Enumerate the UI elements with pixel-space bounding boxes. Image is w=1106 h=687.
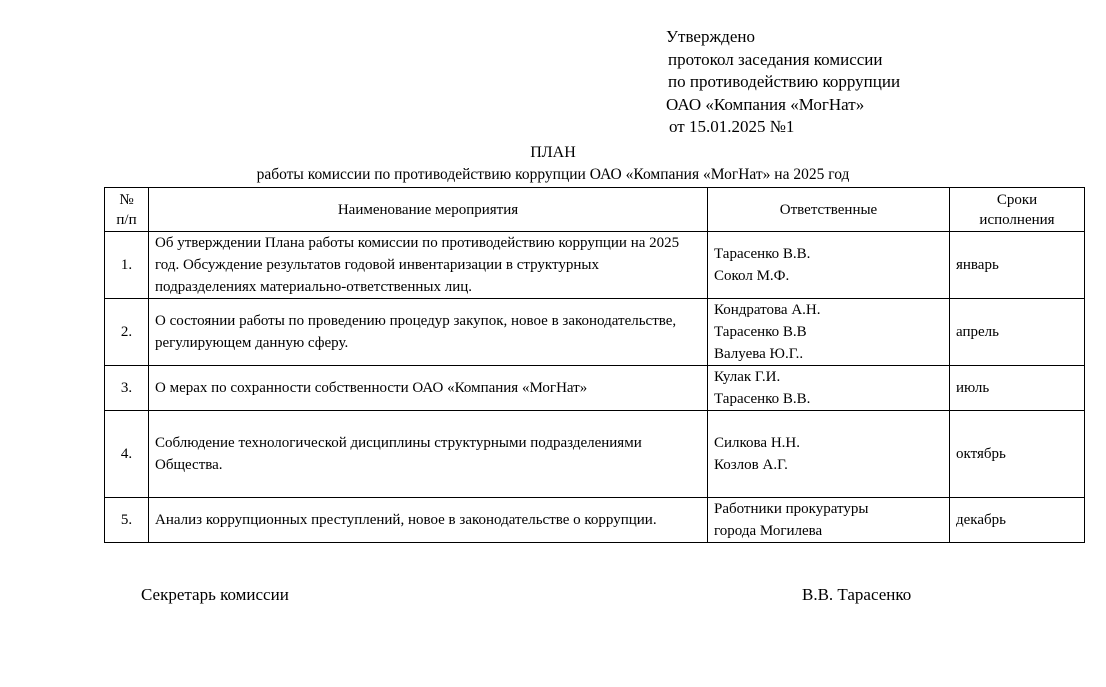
approval-block — [663, 26, 900, 139]
row-event: Об утверждении Плана работы комиссии по противодействию коррупции на 2025 год. Обсуждение результатов годовой инвентаризации в структурных подразделениях материально-ответственных лиц. — [149, 232, 708, 299]
document-title: ПЛАН — [530, 144, 576, 161]
row-deadline: октябрь — [950, 411, 1085, 498]
table-row — [105, 498, 1085, 543]
table-row — [105, 299, 1085, 366]
row-num: 3. — [105, 366, 149, 411]
approval-line: по противодействию коррупции — [668, 72, 901, 91]
row-deadline: январь — [950, 232, 1085, 299]
responsible-person: Работники прокуратуры — [714, 501, 869, 517]
approval-line: Утверждено — [666, 27, 755, 46]
table-row — [105, 411, 1085, 498]
responsible-person: Кулак Г.И. — [714, 369, 781, 385]
header-event: Наименование мероприятия — [149, 188, 708, 232]
row-num: 2. — [105, 299, 149, 366]
header-num: № п/п — [105, 188, 149, 232]
table-row — [105, 232, 1085, 299]
responsible-person: Тарасенко В.В — [714, 324, 807, 340]
row-responsible — [708, 498, 950, 543]
table-row — [105, 366, 1085, 411]
responsible-person: Тарасенко В.В. — [714, 246, 811, 262]
row-num: 5. — [105, 498, 149, 543]
responsible-person: Сокол М.Ф. — [714, 268, 790, 284]
row-responsible — [708, 299, 950, 366]
responsible-person: Кондратова А.Н. — [714, 302, 821, 318]
row-event: О состоянии работы по проведению процедур закупок, новое в законодательстве, регулирующем данную сферу. — [149, 299, 708, 366]
approval-line: ОАО «Компания «МогНат» — [666, 94, 865, 114]
row-event: Соблюдение технологической дисциплины структурными подразделениями Общества. — [149, 411, 708, 498]
row-responsible — [708, 411, 950, 498]
responsible-person: Валуева Ю.Г.. — [714, 346, 804, 362]
row-responsible — [708, 232, 950, 299]
row-deadline: июль — [950, 366, 1085, 411]
responsible-person: города Могилева — [714, 523, 823, 539]
row-num: 4. — [105, 411, 149, 498]
responsible-person: Тарасенко В.В. — [714, 391, 811, 407]
header-responsible: Ответственные — [708, 188, 950, 232]
secretary-label: Секретарь комиссии — [141, 585, 289, 604]
row-event: О мерах по сохранности собственности ОАО «Компания «МогНат» — [149, 366, 708, 411]
row-deadline: декабрь — [950, 498, 1085, 543]
secretary-name: В.В. Тарасенко — [802, 585, 912, 604]
document-subtitle: работы комиссии по противодействию коррупции ОАО «Компания «МогНат» на 2025 год — [256, 166, 850, 183]
approval-line: протокол заседания комиссии — [668, 49, 883, 69]
row-responsible — [708, 366, 950, 411]
header-deadline: Сроки исполнения — [950, 188, 1085, 232]
row-num: 1. — [105, 232, 149, 299]
responsible-person: Силкова Н.Н. — [714, 435, 801, 451]
plan-table — [104, 187, 1085, 543]
row-event: Анализ коррупционных преступлений, новое в законодательстве о коррупции. — [149, 498, 708, 543]
approval-line: от 15.01.2025 №1 — [669, 117, 795, 136]
responsible-person: Козлов А.Г. — [714, 457, 788, 473]
table-header-row — [105, 188, 1085, 232]
row-deadline: апрель — [950, 299, 1085, 366]
